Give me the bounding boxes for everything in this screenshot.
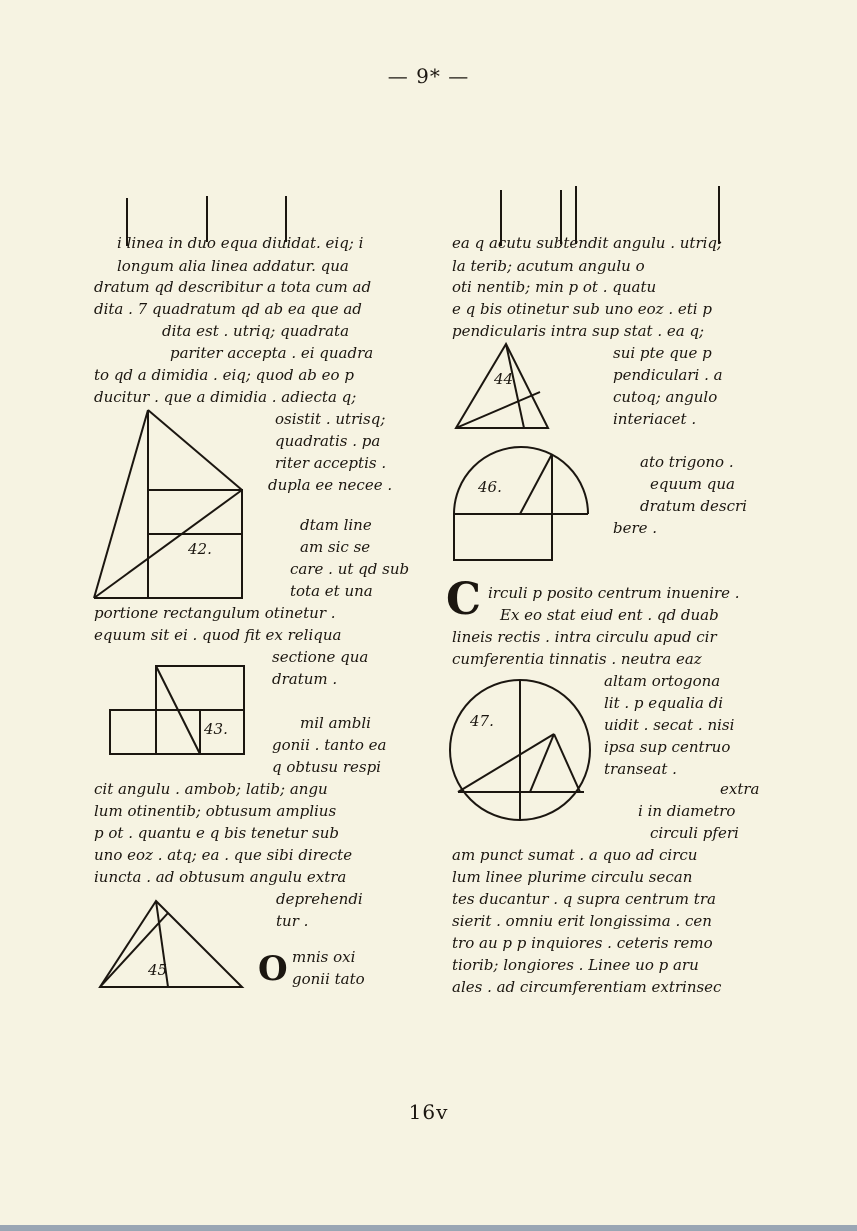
text-line: am punct sumat . a quo ad circu <box>452 846 698 864</box>
text-line: lum otinentib; obtusum amplius <box>94 802 337 820</box>
text-line: sectione qua <box>272 648 369 666</box>
text-line: ea q acutu subtendit angulu . utriq; <box>452 234 723 252</box>
text-line: q obtusu respi <box>272 758 381 776</box>
text-line: dratum . <box>272 670 338 688</box>
bottom-edge-strip <box>0 1225 857 1231</box>
figure-46-semicircle-diagram <box>448 446 598 566</box>
text-line: dita est . utriq; quadrata <box>162 322 350 340</box>
text-line: iuncta . ad obtusum angulu extra <box>94 868 347 886</box>
text-line: tota et una <box>290 582 373 600</box>
text-line: mil ambli <box>300 714 371 732</box>
text-line: gonii . tanto ea <box>272 736 387 754</box>
text-line: dita . 7 quadratum qd ab ea que ad <box>94 300 362 318</box>
text-line: quadratis . pa <box>275 432 381 450</box>
text-line: pendiculari . a <box>613 366 723 384</box>
text-line: irculi p posito centrum inuenire . <box>488 584 740 602</box>
figure-43-rectangles-diagram <box>108 664 268 764</box>
page-marker: — 9* — <box>387 64 470 88</box>
text-line: lum linee plurime circulu secan <box>452 868 693 886</box>
text-line: tiorib; longiores . Linee uo p aru <box>452 956 699 974</box>
text-line: ato trigono . <box>640 453 734 471</box>
text-line: mnis oxi <box>292 948 356 966</box>
text-line: to qd a dimidia . eiq; quod ab eo p <box>94 366 354 384</box>
initial-letter-c: C <box>446 574 482 625</box>
text-line: la terib; acutum angulu o <box>452 257 645 275</box>
text-line: riter acceptis . <box>275 454 387 472</box>
text-line: oti nentib; min p ot . quatu <box>452 278 657 296</box>
text-line: tur . <box>276 912 309 930</box>
text-line: care . ut qd sub <box>290 560 410 578</box>
text-line: interiacet . <box>613 410 697 428</box>
text-line: pariter accepta . ei quadra <box>170 344 374 362</box>
text-line: am sic se <box>300 538 371 556</box>
text-line: cit angulu . ambob; latib; angu <box>94 780 328 798</box>
text-line: dtam line <box>300 516 372 534</box>
figure-47-circle-diagram <box>446 674 606 834</box>
text-line: ales . ad circumferentiam extrinsec <box>452 978 722 996</box>
figure-label-44: 44 <box>494 370 514 388</box>
text-line: sierit . omniu erit longissima . cen <box>452 912 712 930</box>
figure-label-47: 47. <box>470 712 494 730</box>
text-line: ducitur . que a dimidia . adiecta q; <box>94 388 357 406</box>
initial-letter-o: O <box>258 949 288 989</box>
text-line: ipsa sup centruo <box>604 738 731 756</box>
figure-label-43: 43. <box>204 720 228 738</box>
text-line: extra <box>720 780 760 798</box>
text-line: sui pte que p <box>613 344 712 362</box>
text-line: equum qua <box>650 475 735 493</box>
text-line: pendicularis intra sup stat . ea q; <box>452 322 705 340</box>
text-line: e q bis otinetur sub uno eoz . eti p <box>452 300 712 318</box>
folio-number: 16v <box>408 1100 449 1124</box>
text-line: lit . p equalia di <box>604 694 724 712</box>
text-line: circuli pferi <box>650 824 739 842</box>
text-line: p ot . quantu e q bis tenetur sub <box>94 824 339 842</box>
text-line: uno eoz . atq; ea . que sibi directe <box>94 846 353 864</box>
text-line: bere . <box>613 519 658 537</box>
text-line: osistit . utrisq; <box>275 410 386 428</box>
text-line: cutoq; angulo <box>613 388 718 406</box>
text-line: transeat . <box>604 760 677 778</box>
text-line: lineis rectis . intra circulu apud cir <box>452 628 717 646</box>
text-line: dratum descri <box>640 497 747 515</box>
text-line: dupla ee necee . <box>268 476 393 494</box>
text-line: tro au p p inquiores . ceteris remo <box>452 934 713 952</box>
text-line: i in diametro <box>638 802 736 820</box>
figure-label-45: 45 <box>148 961 168 979</box>
figure-42-rectangle-diagram <box>86 408 256 608</box>
text-line: tes ducantur . q supra centrum tra <box>452 890 716 908</box>
text-line: cumferentia tinnatis . neutra eaz <box>452 650 702 668</box>
text-line: Ex eo stat eiud ent . qd duab <box>500 606 719 624</box>
text-line: equum sit ei . quod fit ex reliqua <box>94 626 342 644</box>
text-line: gonii tato <box>292 970 365 988</box>
text-line: dratum qd describitur a tota cum ad <box>94 278 372 296</box>
figure-44-triangle-diagram <box>450 340 560 440</box>
text-line: i linea in duo equa diuidat. eiq; i <box>117 234 364 252</box>
text-line: portione rectangulum otinetur . <box>94 604 336 622</box>
figure-45-triangle-diagram <box>96 893 256 993</box>
text-line: uidit . secat . nisi <box>604 716 735 734</box>
figure-label-46: 46. <box>478 478 502 496</box>
text-line: deprehendi <box>276 890 363 908</box>
text-line: altam ortogona <box>604 672 721 690</box>
text-line: longum alia linea addatur. qua <box>117 257 349 275</box>
figure-label-42: 42. <box>188 540 212 558</box>
